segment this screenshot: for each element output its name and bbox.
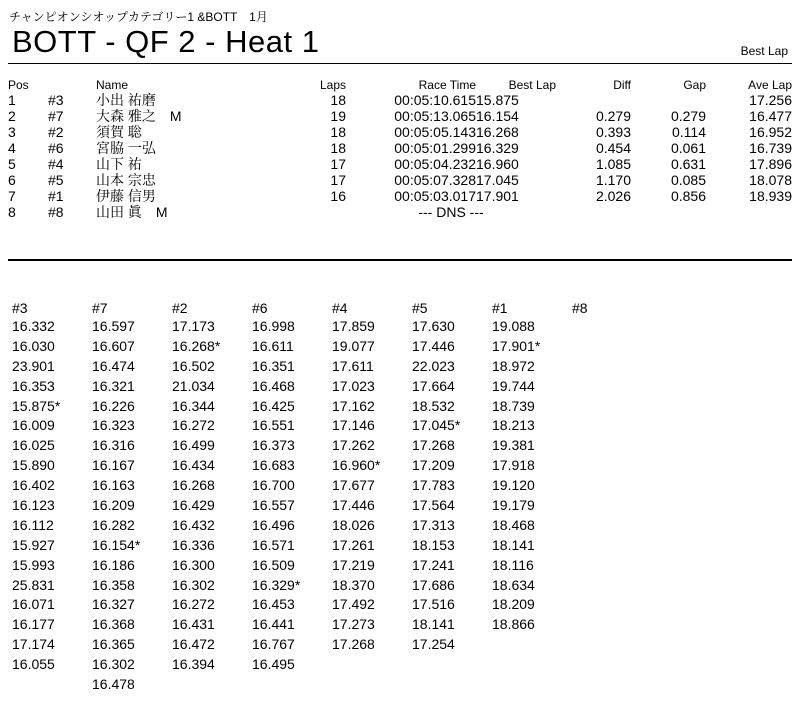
cell-laps: 18 (330, 124, 346, 140)
lap-time: 18.972 (492, 357, 535, 374)
lap-time: 15.875* (12, 397, 61, 414)
lap-time: 16.425 (252, 397, 295, 414)
cell-best-lap: 17.045 (476, 172, 519, 188)
lap-time: 16.123 (12, 497, 55, 514)
cell-laps: 18 (330, 140, 346, 156)
cell-gap (631, 204, 706, 220)
lap-time: 16.434 (172, 457, 215, 474)
lap-time: 17.174 (12, 636, 55, 653)
lap-time: 18.468 (492, 516, 535, 533)
lap-time: 16.597 (92, 318, 135, 334)
cell-laps: 17 (330, 172, 346, 188)
lap-time: 19.088 (492, 318, 535, 334)
lap-time: 16.502 (172, 357, 215, 374)
lap-time: 17.677 (332, 477, 375, 494)
lap-time: 16.441 (252, 616, 295, 633)
lap-time: 16.071 (12, 596, 55, 613)
lap-time: 16.272 (172, 417, 215, 434)
lap-time: 19.120 (492, 477, 535, 494)
lap-time: 19.179 (492, 497, 535, 514)
cell-name: 伊藤 信男 (96, 188, 156, 204)
lap-column (332, 299, 412, 695)
lap-time: 16.478 (92, 676, 135, 693)
lap-column-driver: #5 (412, 300, 428, 316)
lap-time: 16.368 (92, 616, 135, 633)
lap-time: 17.446 (332, 497, 375, 514)
cell-diff: 1.170 (595, 172, 631, 188)
cell-ave (706, 204, 792, 220)
lap-time: 16.509 (252, 556, 295, 573)
cell-best-lap: 16.960 (476, 156, 519, 172)
lap-time: 15.927 (12, 536, 55, 553)
lap-time: 16.030 (12, 337, 55, 354)
cell-gap: 0.114 (672, 124, 706, 140)
lap-time: 21.034 (172, 377, 215, 394)
col-header-name: Name (96, 78, 129, 92)
lap-time: 17.268 (412, 437, 455, 454)
lap-time: 16.499 (172, 437, 215, 454)
cell-laps: 16 (330, 188, 346, 204)
lap-time: 18.634 (492, 576, 535, 593)
lap-time: 17.859 (332, 318, 375, 334)
cell-laps: 17 (330, 156, 346, 172)
lap-time: 17.241 (412, 556, 455, 573)
cell-pos: 2 (8, 108, 16, 124)
cell-dns-status: --- DNS --- (418, 204, 484, 220)
cell-race-time: 00:05:07.328 (394, 172, 476, 188)
cell-gap: 0.631 (670, 156, 706, 172)
cell-pos: 4 (8, 140, 16, 156)
lap-time: 18.866 (492, 616, 535, 633)
lap-time: 16.607 (92, 337, 135, 354)
lap-time: 17.664 (412, 377, 455, 394)
lap-time: 16.268* (172, 337, 221, 354)
cell-diff: 0.454 (595, 140, 631, 156)
lap-time: 16.112 (12, 516, 54, 533)
lap-time: 16.453 (252, 596, 295, 613)
lap-time: 18.532 (412, 397, 455, 414)
page-title: BOTT - QF 2 - Heat 1 (12, 24, 320, 59)
cell-number: #1 (48, 188, 64, 204)
result-row (8, 188, 792, 204)
lap-time: 16.226 (92, 397, 135, 414)
lap-time: 16.327 (92, 596, 135, 613)
cell-name: 山本 宗忠 (96, 172, 156, 188)
lap-time: 17.162 (332, 397, 375, 414)
lap-column (412, 299, 492, 695)
lap-time: 18.209 (492, 596, 535, 613)
lap-time: 16.302 (172, 576, 215, 593)
result-row (8, 140, 792, 156)
result-row (8, 108, 792, 124)
lap-time: 16.025 (12, 437, 55, 454)
lap-time: 16.495 (252, 656, 295, 673)
lap-time: 18.116 (492, 556, 534, 573)
lap-time: 17.273 (332, 616, 375, 633)
lap-time: 16.402 (12, 477, 55, 494)
lap-time: 17.630 (412, 318, 455, 334)
cell-best-lap: 16.329 (476, 140, 519, 156)
lap-time: 16.302 (92, 656, 135, 673)
cell-race-time: 00:05:04.232 (394, 156, 476, 172)
lap-time: 16.329* (252, 576, 301, 593)
col-header-diff: Diff (613, 78, 631, 92)
lap-time: 16.496 (252, 516, 295, 533)
lap-column-driver: #4 (332, 300, 348, 316)
cell-diff: 1.085 (595, 156, 631, 172)
header-divider (8, 63, 792, 64)
cell-best-lap: 17.901 (476, 188, 519, 204)
lap-column-driver: #3 (12, 300, 28, 316)
lap-time: 17.262 (332, 437, 375, 454)
lap-time: 16.960* (332, 457, 381, 474)
lap-time: 17.611 (332, 357, 374, 374)
lap-time: 17.686 (412, 576, 455, 593)
cell-ave-lap: 16.952 (749, 124, 792, 140)
cell-ave-lap: 17.256 (749, 92, 792, 108)
lap-time: 16.154* (92, 536, 141, 553)
lap-time: 16.432 (172, 516, 215, 533)
cell-gap: 0.061 (670, 140, 706, 156)
lap-time: 17.446 (412, 337, 455, 354)
lap-time: 17.023 (332, 377, 375, 394)
lap-column-driver: #2 (172, 300, 188, 316)
cell-diff (556, 92, 631, 108)
lap-time: 17.492 (332, 596, 375, 613)
result-row (8, 124, 792, 140)
cell-diff (556, 204, 631, 220)
lap-time: 22.023 (412, 357, 455, 374)
cell-number: #8 (48, 204, 64, 220)
cell-laps (306, 204, 346, 220)
col-header-ave-lap: Ave Lap (748, 78, 792, 92)
cell-name: 須賀 聡 (96, 124, 142, 140)
lap-time: 16.700 (252, 477, 295, 494)
lap-column (492, 299, 572, 695)
cell-race-time: 00:05:01.299 (394, 140, 476, 156)
cell-pos: 5 (8, 156, 16, 172)
lap-time: 16.394 (172, 656, 215, 673)
col-header-gap: Gap (683, 78, 706, 92)
col-header-pos: Pos (8, 78, 29, 92)
lap-time: 23.901 (12, 357, 55, 374)
lap-time: 16.472 (172, 636, 215, 653)
cell-best-lap: 16.154 (476, 108, 519, 124)
cell-ave-lap: 16.477 (749, 108, 792, 124)
lap-time: 16.209 (92, 497, 135, 514)
lap-column (252, 299, 332, 695)
lap-time: 18.141 (492, 536, 535, 553)
lap-column (172, 299, 252, 695)
lap-time: 16.429 (172, 497, 215, 514)
col-header-best-lap: Best Lap (508, 78, 556, 92)
lap-time: 18.026 (332, 516, 375, 533)
cell-number: #4 (48, 156, 64, 172)
lap-column-driver: #7 (92, 300, 108, 316)
cell-diff: 0.279 (595, 108, 631, 124)
lap-time: 16.186 (92, 556, 135, 573)
lap-time: 16.468 (252, 377, 295, 394)
lap-time: 25.831 (12, 576, 55, 593)
result-row (8, 156, 792, 172)
lap-time: 18.213 (492, 417, 535, 434)
lap-column (92, 299, 172, 695)
lap-time: 16.767 (252, 636, 295, 653)
lap-time: 16.268 (172, 477, 215, 494)
cell-race-time: 00:05:13.065 (394, 108, 476, 124)
lap-time: 16.551 (252, 417, 295, 434)
cell-race-time: 00:05:03.017 (394, 188, 476, 204)
lap-time: 16.316 (92, 437, 135, 454)
lap-time: 16.373 (252, 437, 295, 454)
lap-time: 17.564 (412, 497, 455, 514)
lap-time: 19.381 (492, 437, 535, 454)
cell-laps: 19 (330, 108, 346, 124)
lap-time: 19.077 (332, 337, 375, 354)
cell-gap: 0.856 (670, 188, 706, 204)
result-row (8, 172, 792, 188)
cell-name: 山田 眞 M (96, 204, 168, 220)
cell-gap: 0.085 (670, 172, 706, 188)
lap-time: 16.344 (172, 397, 215, 414)
cell-diff: 2.026 (595, 188, 631, 204)
lap-time: 17.254 (412, 636, 455, 653)
lap-time: 16.571 (252, 536, 295, 553)
results-table (8, 78, 792, 220)
lap-time: 17.918 (492, 457, 535, 474)
section-divider (8, 259, 792, 261)
cell-pos: 3 (8, 124, 16, 140)
lap-time: 17.783 (412, 477, 455, 494)
lap-time: 17.173 (172, 318, 215, 334)
cell-best-lap: 16.268 (476, 124, 519, 140)
results-header-row (8, 78, 792, 92)
lap-time: 16.431 (172, 616, 215, 633)
cell-race-time: 00:05:10.615 (394, 92, 476, 108)
cell-pos: 6 (8, 172, 16, 188)
cell-ave-lap: 16.739 (749, 140, 792, 156)
lap-time: 17.313 (412, 516, 455, 533)
cell-ave-lap: 18.939 (749, 188, 792, 204)
lap-time: 16.009 (12, 417, 55, 434)
lap-times-grid (12, 299, 652, 695)
lap-time: 15.890 (12, 457, 55, 474)
lap-column-driver: #8 (572, 300, 588, 316)
col-header-race-time: Race Time (418, 78, 476, 92)
event-subtitle: チャンピオンシオップカテゴリー1 &BOTT 1月 (9, 10, 268, 24)
lap-time: 16.055 (12, 656, 55, 673)
cell-number: #6 (48, 140, 64, 156)
lap-time: 18.153 (412, 536, 455, 553)
lap-time: 16.474 (92, 357, 135, 374)
lap-time: 16.683 (252, 457, 295, 474)
lap-time: 16.163 (92, 477, 135, 494)
cell-ave-lap: 17.896 (749, 156, 792, 172)
lap-time: 17.261 (332, 536, 375, 553)
lap-time: 18.370 (332, 576, 375, 593)
lap-time: 17.146 (332, 417, 375, 434)
cell-pos: 7 (8, 188, 16, 204)
lap-time: 15.993 (12, 556, 55, 573)
cell-name: 山下 祐 (96, 156, 142, 172)
sort-label: Best Lap (740, 44, 788, 58)
lap-time: 16.557 (252, 497, 295, 514)
col-header-laps: Laps (319, 78, 346, 92)
lap-time: 17.268 (332, 636, 375, 653)
cell-pos: 1 (8, 92, 16, 108)
result-row (8, 92, 792, 108)
cell-number: #2 (48, 124, 64, 140)
cell-name: 小出 祐磨 (96, 92, 156, 108)
lap-time: 16.321 (92, 377, 135, 394)
lap-column (572, 299, 652, 695)
lap-time: 16.282 (92, 516, 135, 533)
cell-laps: 18 (330, 92, 346, 108)
lap-time: 16.365 (92, 636, 135, 653)
lap-time: 17.045* (412, 417, 461, 434)
lap-time: 16.351 (252, 357, 295, 374)
lap-column-driver: #6 (252, 300, 268, 316)
lap-time: 17.209 (412, 457, 455, 474)
cell-ave-lap: 18.078 (749, 172, 792, 188)
lap-time: 16.332 (12, 318, 55, 334)
results-body (8, 92, 792, 220)
lap-column (12, 299, 92, 695)
lap-time: 16.353 (12, 377, 55, 394)
cell-number: #3 (48, 92, 64, 108)
dns-row (8, 204, 792, 220)
lap-time: 16.611 (252, 337, 294, 354)
lap-time: 16.177 (12, 616, 55, 633)
cell-number: #7 (48, 108, 64, 124)
cell-gap (631, 92, 706, 108)
cell-pos: 8 (8, 204, 16, 220)
lap-time: 18.141 (412, 616, 455, 633)
lap-time: 16.300 (172, 556, 215, 573)
lap-time: 18.739 (492, 397, 535, 414)
lap-time: 16.272 (172, 596, 215, 613)
cell-race-time: 00:05:05.143 (394, 124, 476, 140)
lap-time: 16.336 (172, 536, 215, 553)
lap-time: 16.998 (252, 318, 295, 334)
cell-number: #5 (48, 172, 64, 188)
lap-time: 17.901* (492, 337, 541, 354)
cell-best-lap: 15.875 (476, 92, 519, 108)
cell-diff: 0.393 (595, 124, 631, 140)
cell-name: 宮脇 一弘 (96, 140, 156, 156)
lap-time: 16.167 (92, 457, 135, 474)
lap-time: 17.516 (412, 596, 455, 613)
col-header-no (48, 78, 96, 92)
lap-time: 16.323 (92, 417, 135, 434)
cell-gap: 0.279 (670, 108, 706, 124)
cell-name: 大森 雅之 M (96, 108, 182, 124)
lap-column-driver: #1 (492, 300, 508, 316)
lap-time: 16.358 (92, 576, 135, 593)
lap-time: 19.744 (492, 377, 535, 394)
lap-time: 17.219 (332, 556, 375, 573)
